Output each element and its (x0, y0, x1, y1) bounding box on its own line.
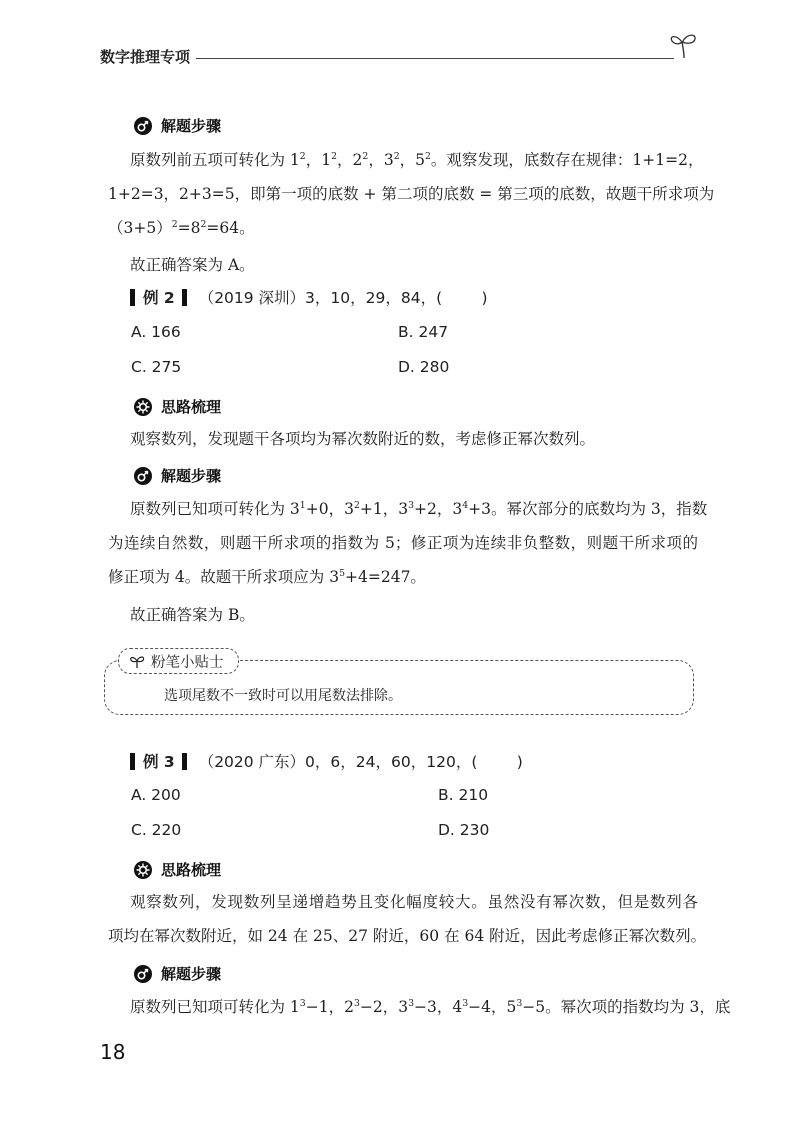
thinking-heading-3 (134, 859, 221, 880)
solution-steps-icon (134, 467, 152, 485)
example3-option-b: B. 210 (438, 786, 489, 804)
example3-option-a: A. 200 (131, 786, 181, 804)
example3-question: 例 3 （2020 广东）0，6，24，60，120，( ) (130, 750, 523, 772)
steps-heading-3 (134, 963, 221, 984)
example2-option-b: B. 247 (398, 323, 449, 341)
thinking-label: 思路梳理 (161, 398, 222, 416)
example3-option-c: C. 220 (131, 821, 182, 839)
example2-thinking-text: 观察数列，发现题干各项均为幂次数附近的数，考虑修正幂次数列。 (130, 430, 596, 448)
thinking-gear-icon (134, 398, 152, 416)
solution-steps-icon (134, 117, 152, 135)
example2-option-d: D. 280 (398, 358, 450, 376)
example2-answer: 故正确答案为 B。 (130, 606, 255, 624)
page-number: 18 (100, 1040, 126, 1064)
steps-label: 解题步骤 (161, 117, 222, 135)
steps-label: 解题步骤 (161, 467, 222, 485)
block1-answer: 故正确答案为 A。 (130, 256, 255, 274)
example3-option-d: D. 230 (438, 821, 490, 839)
steps-heading-1 (134, 115, 221, 136)
thinking-heading-2 (134, 396, 221, 417)
thinking-gear-icon (134, 861, 152, 879)
header-rule (196, 58, 674, 59)
tip-title: 粉笔小贴士 (151, 654, 224, 671)
example2-option-a: A. 166 (131, 323, 181, 341)
sprout-icon (670, 30, 700, 60)
example2-steps-paragraph: 原数列已知项可转化为 $3^1+0$，$3^2+1$，$3^3+2$，$3^4+3$。幂次部分的底数均为 3，指数 为连续自然数，则题干所求项的指数为 5；修正项为连续非负整数，则题干所求项的 修正项为 4。故题干所求项应为 $3^5+4=247$。 (108, 499, 708, 586)
tip-text: 选项尾数不一致时可以用尾数法排除。 (164, 688, 402, 704)
running-header-title: 数字推理专项 (100, 48, 191, 66)
example2-question: 例 2 （2019 深圳）3，10，29，84，( ) (130, 286, 488, 308)
thinking-label: 思路梳理 (161, 861, 222, 879)
tip-title-tag (118, 648, 239, 674)
solution-steps-icon (134, 965, 152, 983)
block1-steps-paragraph: 原数列前五项可转化为 $1^2$，$1^2$，$2^2$，$3^2$，$5^2$。观察发现，底数存在规律：1+1=2， 1+2=3，2+3=5，即第一项的底数 + 第二项的底数 = 第三项的底数，故题干所求项为 $(3+5)^2=8^2=64$。 (108, 150, 715, 237)
example3-steps-paragraph: 原数列已知项可转化为 $1^3-1$，$2^3-2$，$3^3-3$，$4^3-4$，$5^3-5$。幂次项的指数均为 3，底 (130, 997, 731, 1016)
steps-label: 解题步骤 (161, 965, 222, 983)
example2-option-c: C. 275 (131, 358, 182, 376)
steps-heading-2 (134, 465, 221, 486)
example3-thinking-paragraph: 观察数列，发现数列呈递增趋势且变化幅度较大。虽然没有幂次数，但是数列各 项均在幂次数附近，如 24 在 25、27 附近，60 在 64 附近，因此考虑修正幂次数列。 (108, 893, 707, 945)
sprout-small-icon (129, 653, 145, 669)
